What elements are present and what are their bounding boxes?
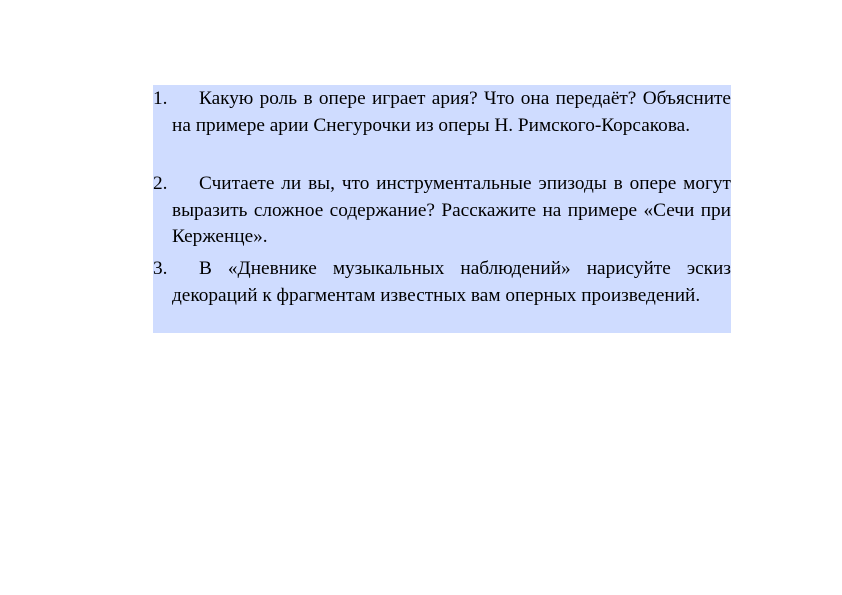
question-text-3: В «Дневнике музыкальных наблюдений» нарисуйте эскиз декораций к фрагментам известных вам оперных произведений. [172,258,731,306]
question-item-3 [153,256,731,309]
question-number-1: 1. [153,88,168,109]
question-item-2 [153,171,731,251]
question-text-2: Считаете ли вы, что инструментальные эпизоды в опере могут выразить сложное содержание? Расскажите на примере «Сечи при Керженце». [172,173,731,247]
question-number-3: 3. [153,258,168,279]
questions-list [153,85,731,333]
question-item-1 [153,86,731,139]
question-number-2: 2. [153,173,168,194]
question-text-1: Какую роль в опере играет ария? Что она передаёт? Объясните на примере арии Снегурочки из оперы Н. Римского-Корсакова. [172,88,731,136]
